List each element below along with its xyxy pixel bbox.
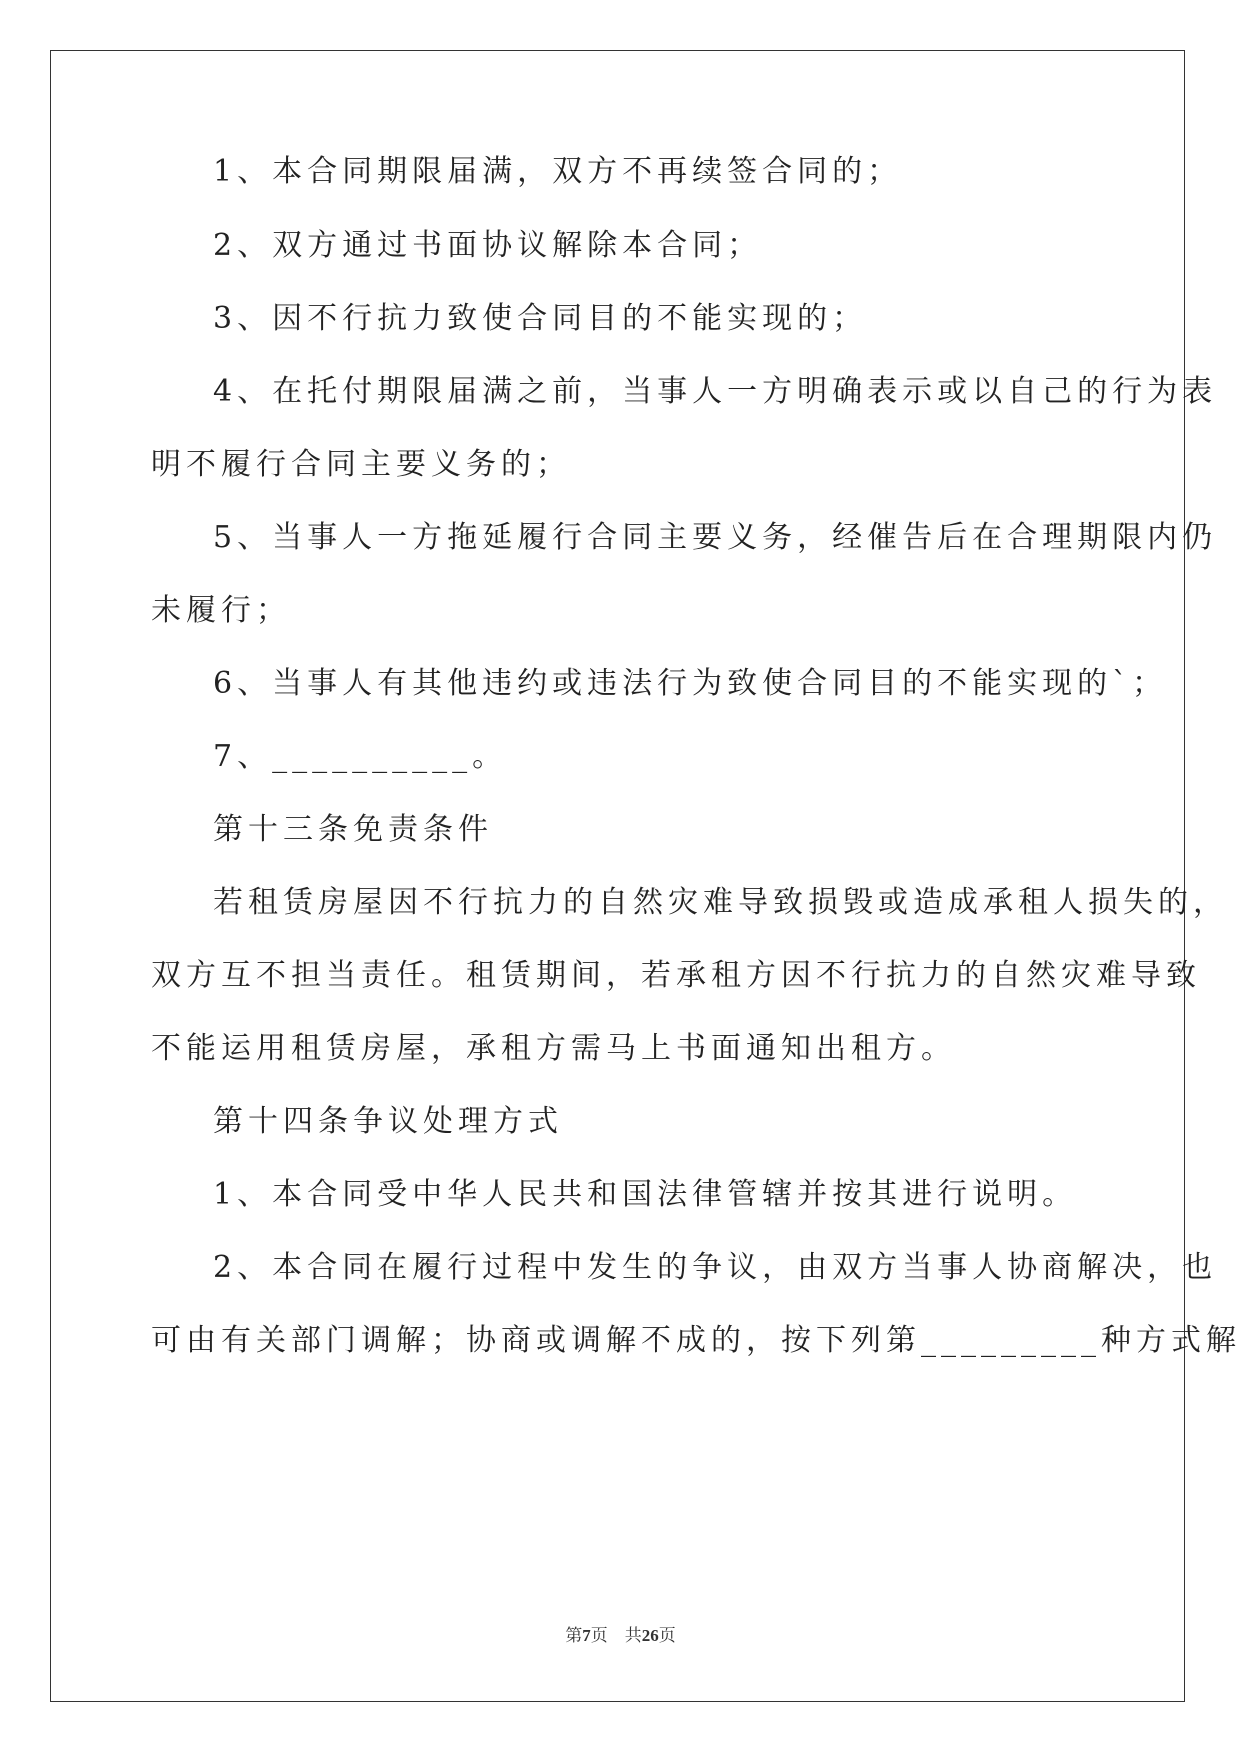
paragraph-line: 明不履行合同主要义务的；	[151, 447, 571, 482]
paragraph-line: 未履行；	[151, 593, 291, 628]
paragraph-line: 可由有关部门调解；协商或调解不成的，按下列第_________种方式解	[151, 1323, 1241, 1358]
paragraph-line: 若租赁房屋因不行抗力的自然灾难导致损毁或造成承租人损失的，	[213, 885, 1228, 920]
paragraph-line: 双方互不担当责任。租赁期间，若承租方因不行抗力的自然灾难导致	[151, 958, 1201, 993]
page-current: 7	[582, 1626, 591, 1645]
page-prefix: 第	[565, 1626, 583, 1645]
page-border	[50, 50, 1185, 1702]
paragraph-line: 3、因不行抗力致使合同目的不能实现的；	[213, 301, 868, 336]
paragraph-line: 4、在托付期限届满之前，当事人一方明确表示或以自己的行为表	[213, 374, 1218, 409]
paragraph-line: 5、当事人一方拖延履行合同主要义务，经催告后在合理期限内仍	[213, 520, 1218, 555]
paragraph-line: 不能运用租赁房屋，承租方需马上书面通知出租方。	[151, 1031, 956, 1066]
page-footer	[0, 1621, 1241, 1646]
paragraph-line: 2、本合同在履行过程中发生的争议，由双方当事人协商解决，也	[213, 1250, 1218, 1285]
paragraph-line: 7、__________。	[213, 739, 508, 774]
paragraph-line: 1、本合同期限届满，双方不再续签合同的；	[213, 154, 903, 189]
page-suffix: 页	[590, 1626, 608, 1645]
paragraph-line: 1、本合同受中华人民共和国法律管辖并按其进行说明。	[213, 1177, 1078, 1212]
section-heading: 第十四条争议处理方式	[213, 1104, 563, 1139]
total-prefix: 共	[624, 1626, 642, 1645]
section-heading: 第十三条免责条件	[213, 812, 493, 847]
paragraph-line: 6、当事人有其他违约或违法行为致使合同目的不能实现的`；	[213, 666, 1168, 701]
paragraph-line: 2、双方通过书面协议解除本合同；	[213, 228, 763, 263]
page-total: 26	[641, 1626, 659, 1645]
total-suffix: 页	[658, 1626, 676, 1645]
